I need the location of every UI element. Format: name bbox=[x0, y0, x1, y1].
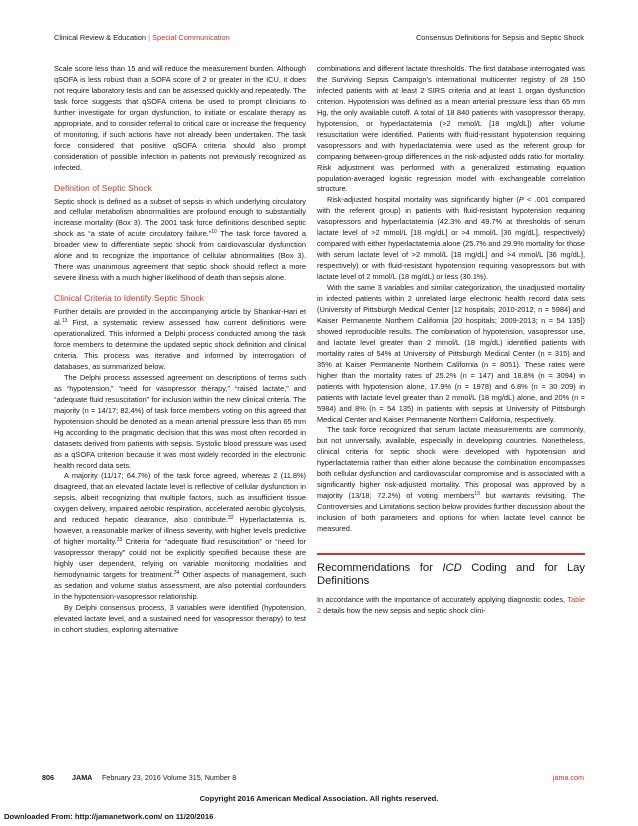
paragraph-text: < .001 compared with the referent group) in patients with fluid-resistant hypotension requiring vasopressors and hyperlactatemia (42.3% and 49.7% at thresholds of serum lactate level of >2 mmol/L [18 mg/dL] or >4 mmol/L [36 mg/dL], respectively) compared with either hyperlactatemia alone (25.7% and 29.9% mortality for those with serum lactate level of >2 mmol/L [18 mg/dL] and >4 mmol/L [36 mg/dL], respectively) or with fluid-resistant hypotension requiring vasopressors but with lactate level of 2 mmol/L (18 mg/dL) or less (30.1%). bbox=[317, 195, 586, 282]
paragraph-text: Hyperlactatemia is, however, a reasonable marker of illness severity, with higher levels predictive of higher mortality. bbox=[54, 515, 306, 547]
section-divider bbox=[317, 553, 585, 555]
page-footer bbox=[42, 773, 584, 785]
header-subsection: Special Communication bbox=[152, 33, 230, 42]
paragraph: With the same 3 variables and similar categorization, the unadjusted mortality in infected patients within 2 unrelated large electronic health record data sets (University of Pittsburgh Medical Center [12 hospitals; 2010-2012; n = 5984] and Kaiser Permanente Northern California [20 hospitals; 2009-2013; n = 54 135]) showed reproducible results. The combination of hypotension, vasopressor use, and lactate level greater than 2 mmol/L (18 mg/dL) identified patients with mortality rates of 54% at University of Pittsburgh Medical Center (n = 315) and 35% at Kaiser Permanente Northern California (n = 8051). These rates were higher than the mortality rates of 25.2% (n = 147) and 18.8% (n = 3094) in patients with hypotension alone, 17.9% (n = 1978) and 6.8% (n = 30 209) in patients with lactate level greater than 2 mmol/L (18 mg/dL) alone, and 20% (n = 5984) and 8% (n = 54 135) in patients with sepsis at University of Pittsburgh Medical Center and Kaiser Permanente Northern California, respectively. bbox=[317, 283, 585, 424]
paragraph-text: First, a systematic review assessed how current definitions were operationalized. This informed a Delphi process conducted among the task force members to determine the updated septic shock definition and clinical criteria. This process was iterative and informed by interrogation of databases, as summarized below. bbox=[54, 318, 306, 371]
paragraph bbox=[317, 425, 585, 535]
paragraph: The Delphi process assessed agreement on descriptions of terms such as “hypotension,” “need for vasopressor therapy,” “raised lactate,” and “adequate fluid resuscitation” for inclusion within the new clinical criteria. The majority (n = 14/17; 82.4%) of task force members voting on this agreed that hypotension should be denoted as a mean arterial pressure less than 65 mm Hg according to the pragmatic decision that this was most often recorded in datasets derived from patients with sepsis. Systolic blood pressure was used as a qSOFA criterion because it was most widely recorded in the electronic health record data sets. bbox=[54, 372, 306, 470]
heading-icd: ICD bbox=[442, 561, 462, 574]
paragraph-text: The task force recognized that serum lactate measurements are commonly, but not universally, available, especially in developing countries. Nonetheless, clinical criteria for septic shock were developed with hypotension and hyperlactatemia rather than either alone because the combination encompasses both cellular dysfunction and cardiovascular compromise and is associated with a significantly higher risk-adjusted mortality. This proposal was approved by a majority (13/18; 72.2%) of voting members bbox=[317, 425, 585, 501]
paragraph: combinations and different lactate thresholds. The first database interrogated was the Surviving Sepsis Campaign’s international multicenter registry of 28 150 infected patients with at least 2 SIRS criteria and at least 1 organ dysfunction criterion. Hypotension was defined as a mean arterial pressure less than 65 mm Hg, the only available cutoff. A total of 18 840 patients with vasopressor therapy, hypotension, or hyperlactatemia (>2 mmol/L [18 mg/dL]) after volume resuscitation were identified. Patients with fluid-resistant hypotension requiring vasopressors and with hyperlactatemia were used as the referent group for comparing between-group differences in the risk-adjusted odds ratio for mortality. Risk adjustment was performed with a generalized estimating equation population-averaged logistic regression model with exchangeable correlation structure. bbox=[317, 64, 585, 194]
download-notice: Downloaded From: http://jamanetwork.com/ on 11/20/2016 bbox=[4, 812, 214, 821]
paragraph-text: but warrants revisiting. The Controversies and Limitations section below provides further discussion about the inclusion of both parameters and options for when lactate level cannot be measured. bbox=[317, 491, 585, 534]
running-header bbox=[54, 33, 584, 45]
table-2-link[interactable]: Table 2 bbox=[317, 594, 585, 615]
journal-name: JAMA bbox=[72, 773, 93, 782]
reference-superscript: 13 bbox=[61, 318, 68, 325]
left-column bbox=[54, 64, 306, 636]
reference-superscript: 13 bbox=[474, 491, 480, 498]
paragraph bbox=[317, 595, 585, 617]
paragraph-text: Septic shock is defined as a subset of sepsis in which underlying circulatory and cellular metabolism abnormalities are profound enough to substantially increase mortality (Box 3). The 2001 task force definitions described septic shock as “a state of acute circulatory failure.” bbox=[54, 196, 306, 239]
reference-superscript: 10 bbox=[211, 229, 217, 236]
paragraph bbox=[317, 195, 585, 283]
header-running-title: Consensus Definitions for Sepsis and Septic Shock bbox=[415, 33, 584, 42]
header-section-label bbox=[54, 33, 230, 42]
reference-superscript: 33 bbox=[116, 537, 123, 544]
right-column bbox=[317, 64, 585, 617]
paragraph-text: The task force favored a broader view to differentiate septic shock from cardiovascular dysfunction alone and to recognize the importance of cellular abnormalities (Box 3). There was unanimous agreement that septic shock should reflect a more severe illness with a much higher likelihood of death than sepsis alone. bbox=[54, 229, 306, 283]
paragraph-text: In accordance with the importance of accurately applying diagnostic codes, bbox=[317, 594, 568, 604]
paragraph bbox=[54, 307, 306, 373]
paragraph bbox=[54, 197, 306, 285]
header-separator: | bbox=[148, 33, 150, 42]
issue-info: February 23, 2016 Volume 315, Number 8 bbox=[102, 773, 237, 782]
reference-superscript: 32 bbox=[228, 515, 234, 522]
copyright-notice: Copyright 2016 American Medical Association. All rights reserved. bbox=[199, 794, 439, 803]
paragraph: Scale score less than 15 and will reduce the measurement burden. Although qSOFA is less robust than a SOFA score of 2 or greater in the ICU, it does not require laboratory tests and can be assessed quickly and repeatedly. The task force suggests that qSOFA criteria be used to prompt clinicians to further investigate for organ dysfunction, to initiate or escalate therapy as appropriate, and to consider referral to critical care or increase the frequency of monitoring, if such actions have not already been undertaken. The task force considered that positive qSOFA criteria should also prompt consideration of possible infection in patients not previously recognized as infected. bbox=[54, 64, 306, 172]
reference-superscript: 34 bbox=[173, 570, 180, 577]
paragraph-text: Other aspects of management, such as sedation and volume status assessment, are also potential confounders in the hypotension-vasopressor relationship. bbox=[54, 570, 306, 601]
paragraph-text: Further details are provided in the accompanying article by Shankar-Hari et al. bbox=[54, 307, 306, 328]
heading-text: Coding and for Lay Definitions bbox=[317, 561, 585, 588]
paragraph-text: Criteria for “adequate fluid resuscitation” or “need for vasopressor therapy” could not be explicitly specified because these are highly user dependent, relying on variable monitoring modalities and hemodynamic targets for treatment. bbox=[54, 537, 306, 580]
paragraph-text: Risk-adjusted hospital mortality was significantly higher ( bbox=[327, 195, 519, 205]
section-heading-recommendations bbox=[317, 562, 585, 589]
journal-site-link[interactable]: jama.com bbox=[552, 773, 584, 782]
section-heading-clinical-criteria: Clinical Criteria to Identify Septic Shock bbox=[54, 293, 204, 304]
paragraph bbox=[54, 471, 306, 602]
section-heading-definition: Definition of Septic Shock bbox=[54, 182, 152, 193]
paragraph-text: A majority (11/17; 64.7%) of the task force agreed, whereas 2 (11.8%) disagreed, that an elevated lactate level is reflective of cellular dysfunction in sepsis, albeit recognizing that multiple factors, such as insufficient tissue oxygen delivery, impaired aerobic respiration, accelerated aerobic glycolysis, and reduced hepatic clearance, also contribute. bbox=[54, 471, 306, 525]
heading-text: Recommendations for bbox=[317, 561, 443, 574]
header-section: Clinical Review & Education bbox=[54, 33, 147, 42]
p-value-symbol: P bbox=[518, 195, 524, 205]
paragraph-text: details how the new sepsis and septic shock clini- bbox=[321, 605, 486, 615]
page-number: 806 bbox=[42, 773, 54, 782]
paragraph: By Delphi consensus process, 3 variables were identified (hypotension, elevated lactate level, and a sustained need for vasopressor therapy) to test in cohort studies, exploring alternative bbox=[54, 602, 306, 634]
